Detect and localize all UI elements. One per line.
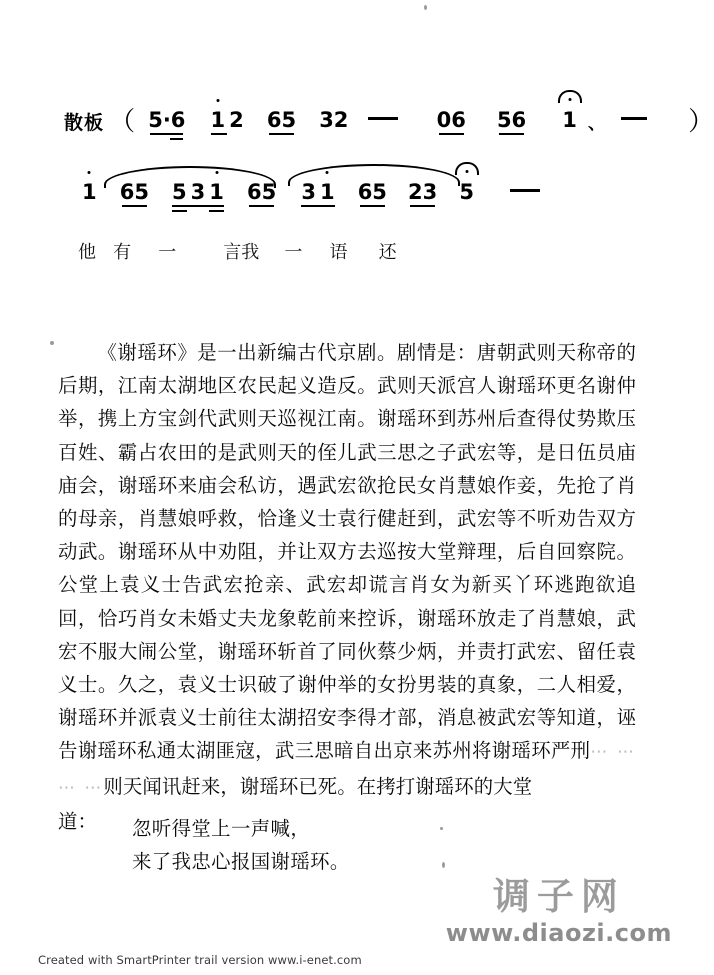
note-group-0-6	[437, 108, 466, 132]
note-group-5-6-b	[497, 108, 526, 132]
lyric-syllable: 还	[378, 242, 397, 263]
octave-dot-icon	[215, 171, 218, 174]
beam-primary	[211, 133, 227, 135]
watermark-url: www.diaozi.com	[445, 919, 672, 947]
lyric-syllable: 一	[284, 242, 303, 263]
beam-primary	[269, 133, 294, 135]
scan-speck	[50, 341, 54, 345]
beam-secondary-left	[172, 210, 187, 212]
sustain-dash	[510, 189, 540, 192]
scan-speck	[440, 827, 443, 830]
note-digits	[170, 180, 226, 204]
beam-primary	[249, 205, 274, 207]
note-group-5-fermata	[456, 180, 477, 204]
note-5: 5	[172, 180, 187, 204]
lyric-syllable: 一	[158, 242, 177, 263]
site-watermark	[446, 875, 672, 947]
lyric-syllable: 语	[329, 242, 348, 263]
note-group-2-3	[408, 180, 437, 204]
note-group-1-2	[209, 108, 246, 132]
octave-dot-icon	[326, 171, 329, 174]
open-paren: （	[109, 107, 136, 137]
score-line-2	[0, 180, 690, 226]
synopsis-paragraph-block	[58, 336, 636, 838]
note-digits	[456, 180, 477, 204]
note-digits: 32	[319, 108, 349, 132]
verse-line: 忽听得堂上一声喊，	[132, 817, 311, 840]
smartprinter-trial-footer: Created with SmartPrinter trail version www.i-enet.com	[38, 953, 362, 967]
note-group-1-fermata	[559, 108, 580, 132]
close-paren: ）	[688, 107, 714, 137]
note-group-1-high	[80, 180, 99, 204]
fermata-dot-icon	[568, 98, 571, 101]
octave-dot-icon	[88, 171, 91, 174]
scan-speck	[424, 5, 427, 10]
fermata-dot-icon	[465, 170, 468, 173]
beam-secondary-right	[209, 210, 224, 212]
beam-primary	[172, 205, 224, 207]
note-digits: 06	[436, 108, 466, 132]
synopsis-text: 《谢瑶环》是一出新编古代京剧。剧情是：唐朝武则天称帝的后期，江南太湖地区农民起义造反。武则天派宫人谢瑶环更名谢仲举，携上方宝剑代武则天巡视江南。谢瑶环到苏州后查得仗势欺压百姓、霸占农田的是武则天的侄儿武三思之子武宏等，是日伍员庙庙会，谢瑶环来庙会私访，遇武宏欲抢民女肖慧娘作妾，先抢了肖的母亲，肖慧娘呼救，恰逢义士袁行健赶到，武宏等不听劝告双方动武。谢瑶环从中劝阻，并让双方去巡按大堂辩理，后自回察院。公堂上袁义士告武宏抢亲、武宏却谎言肖女为新买丫环逃跑欲追回，恰巧肖女未婚丈夫龙象乾前来控诉，谢瑶环放走了肖慧娘，武宏不服大闹公堂，谢瑶环斩首了同伙蔡少炳，并责打武宏、留任袁义士。久之，袁义士识破了谢仲举的女扮男装的真象，二人相爱，谢瑶环并派袁义士前往太湖招安李得才部，消息被武宏等知道，诬告谢瑶环私通太湖匪寇，武三思暗自出京来苏州将谢瑶环严刑	[58, 341, 636, 763]
beam-primary	[301, 205, 334, 207]
note-group-5-3-1	[170, 180, 226, 204]
watermark-chinese-name: 调子网	[492, 875, 625, 918]
beam-primary	[360, 205, 385, 207]
note-group-6-5	[267, 108, 296, 132]
sustain-dash-2	[621, 117, 647, 120]
note-2: 2	[229, 108, 244, 132]
verse-line: 来了我忠心报国谢瑶环。	[132, 850, 350, 873]
note-1-high: 1	[209, 108, 228, 132]
note-digits	[209, 108, 246, 132]
beam-primary	[410, 205, 435, 207]
note-1	[559, 108, 580, 132]
note-3: 3	[190, 180, 206, 204]
note-group-3-2	[319, 108, 348, 132]
note-digits: 65	[266, 108, 297, 132]
breath-mark-icon: 、	[587, 114, 605, 134]
note-group-5-6	[148, 108, 185, 132]
lyrics-row	[0, 238, 690, 272]
note-1-high: 1	[207, 180, 226, 204]
note-group-6-5-b	[247, 180, 276, 204]
note-1-high: 1	[80, 180, 99, 204]
note-digits	[80, 180, 99, 204]
beam-primary	[150, 133, 183, 135]
faded-scan-text: ⋯ ⋯ ⋯ ⋯	[58, 742, 637, 798]
tempo-label: 散板	[64, 112, 105, 134]
note-digits: 23	[408, 180, 438, 204]
note-digits	[559, 108, 580, 132]
fermata-icon	[558, 90, 582, 103]
note-group-6-5-c	[358, 180, 387, 204]
music-notation-block	[0, 0, 714, 272]
lyric-syllable: 有	[113, 242, 132, 263]
note-digits: 5·6	[148, 108, 186, 132]
verse-block	[132, 812, 552, 878]
lyric-syllable: 他	[78, 242, 96, 263]
sustain-dash	[368, 117, 398, 120]
note-digits: 56	[496, 108, 527, 132]
note-5	[456, 180, 477, 204]
beam-primary	[499, 133, 524, 135]
fermata-icon	[455, 162, 479, 175]
note-digits: 65	[357, 180, 387, 204]
beam-primary	[122, 205, 147, 207]
beam-primary	[439, 133, 464, 135]
note-digits: 65	[119, 180, 149, 204]
beam-secondary	[170, 138, 183, 140]
note-digits	[299, 180, 336, 204]
note-value: 1	[562, 108, 577, 132]
octave-dot-icon	[216, 99, 219, 102]
note-1-high: 1	[318, 180, 337, 204]
note-value: 5	[459, 180, 474, 204]
score-line-1	[0, 98, 714, 154]
synopsis-text-cont: 则天闻讯赶来，谢瑶环已死。在拷打谢瑶环的大堂	[103, 774, 533, 798]
note-group-3-1	[299, 180, 336, 204]
note-digits: 65	[247, 180, 277, 204]
synopsis-paragraph	[58, 336, 636, 805]
lyric-syllable: 言我	[223, 242, 260, 263]
note-3: 3	[301, 180, 316, 204]
note-group-6-5	[120, 180, 149, 204]
scan-speck	[442, 862, 445, 868]
synopsis-last-line: 道：	[58, 809, 97, 833]
